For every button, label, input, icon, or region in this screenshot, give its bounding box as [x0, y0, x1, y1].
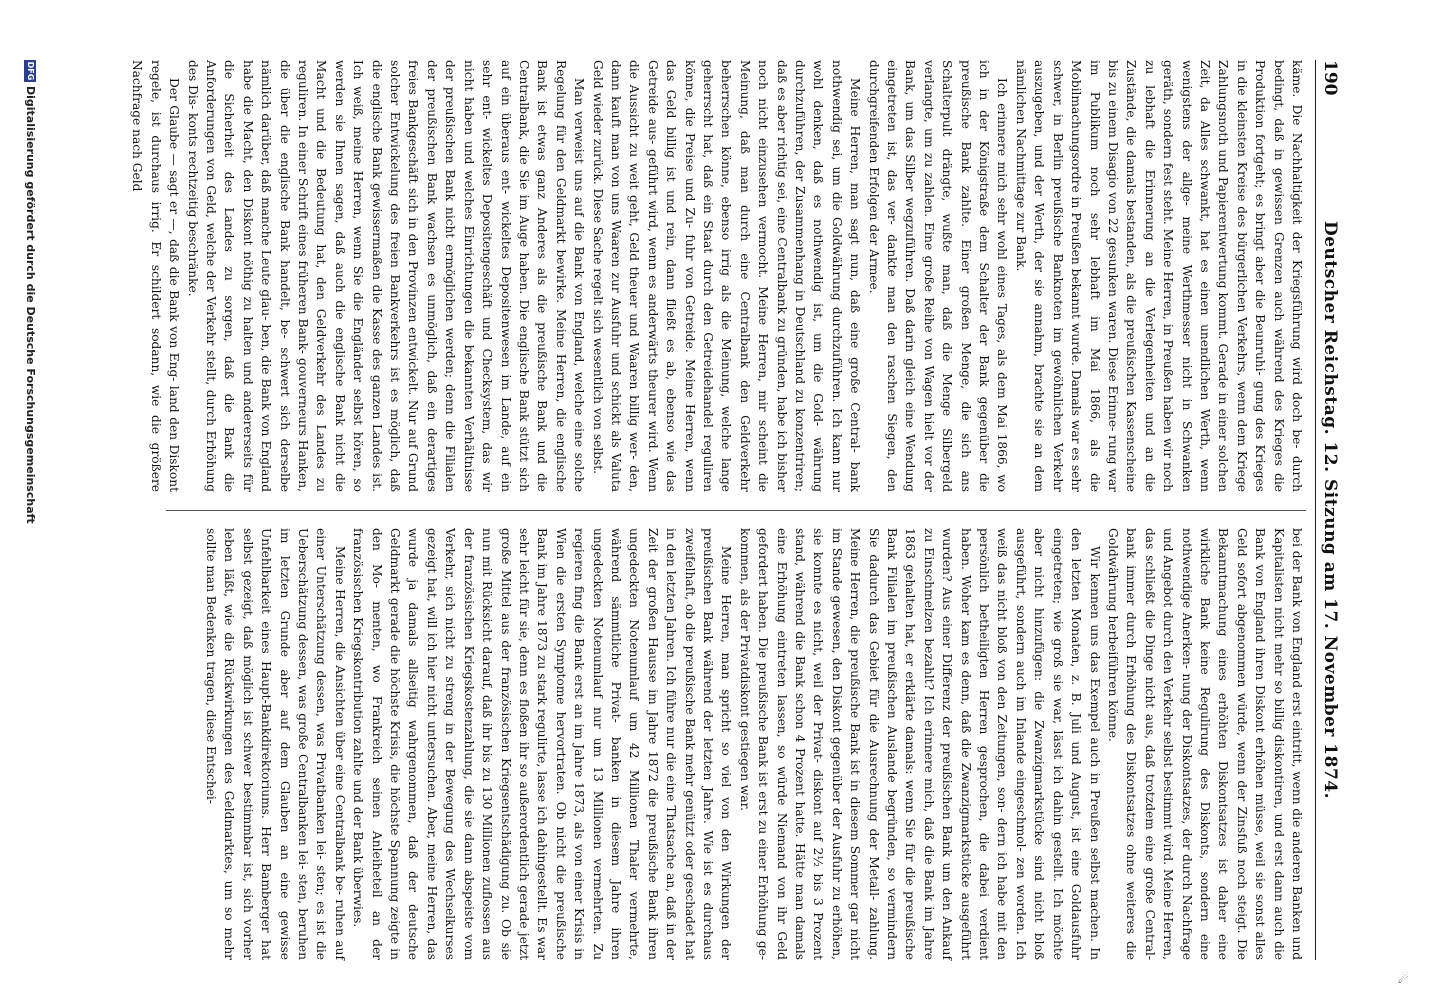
- paragraph: Meine Herren, man spricht so viel von den Wirkungen der preußischen Bank während der letzten Jahre. Wie ist es durchaus zweifelhaft, ob die preußische Bank mehr genützt oder geschadet hat in den letzten Jahren. Ich führe nur die eine Thatsache an, daß in der Zeit der großen Hausse im Jahre 1872 die preußische Bank ihren ungedeckten Notenumlauf um 42 Millionen Thaler vermehrte, während sämmtliche Privat- banken in diesem Jahre ihren ungedeckten Notenumlauf nur um 13 Millionen vermehrten. Zu regieren fing die Bank erst an im Jahre 1873, als von einer Krisis in Wien die ersten Symptome hervortraten. Ob nicht die preußische Bank im Jahre 1873 zu stark regulirte, lasse ich dahingestellt. Es war sehr leicht für sie, denn es floßen ihr so außerordentlich gerade jetzt große Mittel aus der französischen Kriegsentschädigung zu. Ob sie nun mit Rücksicht darauf, daß ihr bis zu 130 Millionen zuflossen aus der französischen Kriegskostenzahlung, die sie dann abspeiste vom Verkehr, sich nicht zu streng in der Bewegung des Wechselkurses gezeigt hat, will ich hier nicht untersuchen. Aber, meine Herren, das wurde ja damals allseitig wahrgenommen, daß der deutsche Geldmarkt gerade die höchste Krisis, die höchste Spannung zeigte in den Mo- menten, wo Frankreich seinen Anleiheteil an der französischen Kriegskontribution zahlte und der Bank überwies.: [351, 528, 734, 960]
- paragraph: Der Glaube — sagt er —, daß die Bank von Eng- land den Diskont regele, ist durchaus irrig. Er schildert sodann, wie die größere Nachfrage nach Geld: [130, 60, 182, 492]
- column-divider: [166, 510, 1306, 511]
- paragraph: Meine Herren, die Ansichten über eine Centralbank be- ruhen auf einer Unterschätzung dessen, was Privatbanken lei- sten; es ist die Ueberschätzung dessen, was große Centralbanken lei- sten, beruhen im letzten Grunde aber auf dem Glauben an eine gewisse Unfehlbarkeit eines Haupt-Bankdirektoriums. Herr Bamberger hat selbst gezeigt, daß möglich ist schwer bestimmbar ist, sich vorher leben läßt, wie die Rückwirkungen des Geldmarktes, um so mehr sollte man Bedenken tragen, diese Entschei-: [204, 528, 347, 960]
- scan-mark: ☄: [1398, 972, 1409, 986]
- page-number: 190: [1320, 60, 1340, 96]
- paragraph: käme. Die Nachhaltigkeit der Kriegsführung wird doch be- durch bedingt, daß in gewissen Grenzen auch während des Krieges die Produktion fortgeht; es bringt aber die Beunruhi- gung des Krieges in die kleinsten Kreise des bürgerlichen Verkehrs, wenn dem Kriege Zahlungsnoth und Papierentwertung kommt. Gerade in einer solchen Zeit, da Alles schwankt, hat es einen unendlichen Werth, wenn wenigstens der allge- meine Werthmesser nicht in Schwanken geräth, sondern fest steht. Meine Herren, in Preußen haben wir noch zu lebhaft die Erinnerung an die Verlegenheiten und an die Zustände, die damals bestanden, als die preußischen Kassenscheine bis zu einem Disagio von 22 gesunken waren. Diese Erinne- rung war im Publikum noch sehr lebhaft im Mai 1866, als die Mobilmachungsordre in Preußen bekannt wurde. Damals war es sehr schwer, in Berlin preußische Banknoten im gewöhnlichen Verkehr auszugeben, und der Werth, der sie annahm, brachte sie an dem nämlichen Nachmittage zur Bank.: [1013, 60, 1304, 492]
- digitization-footer: [24, 60, 37, 940]
- right-column: [166, 528, 1306, 960]
- paragraph: Ich erinnere mich sehr wohl eines Tages, als dem Mai 1866, wo ich in der Königstraße dem Schalter der Bank gegenüber die preußische Bank zahlte. Einer großen Menge, die sich ans Schalterpult drängte, wußte man, daß die Menge Silbergeld verlangte, um zu zahlen. Eine große Reihe von Wagen hielt vor der Bank, um das Silber wegzuführen. Daß darin gleich eine Wendung eingetreten ist, das ver- dankte man den raschen Siegen, den durchgreifenden Erfolgen der Armee.: [866, 60, 1010, 492]
- footer-text: Digitalisierung gefördert durch die Deutsche Forschungsgemeinschaft: [24, 86, 37, 524]
- left-column: [130, 60, 1306, 492]
- page-header: [1315, 60, 1342, 960]
- paragraph: bei der Bank von England erst eintritt, wenn die anderen Banken und Kapitalisten nicht mehr so billig diskontiren, und erst dann auch die Bank von England ihren Diskont erhöhen müsse, weil sie sonst alles Geld sofort abgenommen würde, wenn der Zinsfuß noch steigt. Die Bekanntmachung eines erhöhten Diskontsatzes ist daher eine wirkliche Bank keine Regulirung des Diskonts, sondern eine nothwendige Anerken- nung der Diskontsatzes, der durch Nachfrage und Angebot durch den Verkehr selbst bestimmt wird. Meine Herren, das schließt die Dinge nicht aus, daß trotzdem eine große Central- bank immer durch Erhöhung des Diskontsatzes ohne weiteres die Goldwährung herbeiführen könne.: [1105, 528, 1304, 960]
- dfg-logo: DFG: [26, 61, 35, 81]
- paragraph: Wir kennen uns das Exempel auch in Preußen selbst machen. In den letzten Monaten, z. B. Juli und August, ist eine Goldausfuhr eingetreten; wie groß sie war, lässt ich dahin gestellt. Ich möchte aber nicht hinzufügen: die Zwanzigmarkstücke sind nicht bloß ausgeführt, sondern auch im Inlande eingeschmol- zen worden. Ich weiß das nicht bloß von den Zeitungen, son- dern ich habe mit den persönlich betheiligten Herren gesprochen, die dabei verdient haben. Woher kam es denn, daß die Zwanzigmarkstücke ausgeführt wurden? Aus einer Differenz der preußischen Bank um den Ankauf zu Einschmelzen bezahlt? Ich erinnere mich, daß die Bank im Jahre 1863 gehalten hat, er erklärte damals: wenn Sie für die preußische Bank Filialen im preußischen Auslande begründen, so vermindern Sie dadurch das Gebiet für die Ausrechnung der Metall- zahlung. Meine Herren, die preußische Bank ist in diesem Sommer gar nicht im Stande gewesen, den Diskont gegenüber der Ausfuhr zu erhöhen, sie konnte es nicht, weil der Privat- diskont auf 2½ bis 3 Prozent stand, während die Bank schon 4 Prozent hatte. Hätte man damals eine Erhöhung eintreten lassen, so würde Niemand von ihr Geld gefordert haben. Die preußische Bank ist erst zu einer Erhöhung ge- kommen, als der Privatdiskont gestiegen war.: [737, 528, 1102, 960]
- page-title: Deutscher Reichstag. 12. Sitzung am 17. November 1874.: [1320, 220, 1340, 800]
- paragraph: Meine Herren, man sagt nun, daß eine große Central- bank nothwendig sei, um die Goldwährung durchzuführen. Ich kann nur wohl denken, daß es nothwendig ist, um die Gold- währung durchzuführen, der Zusammenhang in Deutschland zu konzentriren; daß es aber richtig sei, eine Centralbank zu gründen, habe ich bisher noch nicht einzusehen vermocht. Meine Herren, mir scheint die Meinung, daß man durch eine Centralbank den Geldverkehr beherrschen könne, ebenso irrig als die Meinung, welche lange geherrscht hat, daß ein Staat durch den Getreidehandel reguliren könne, die Preise und Zu- fuhr von Getreide. Meine Herren, wenn das Geld billig ist und rein, dann fließt es ab, ebenso wie das Getreide aus- geführt wird, wenn es anderwärts theurer wird. Wenn die Aussicht zu weit geht, Geld theuer und Waaren billig wer- den, dann kauft man von uns Waaren zur Ausfuhr und schickt als Valuta Geld wieder zurück. Diese Sache regelt sich wesentlich von selbst.: [590, 60, 863, 492]
- paragraph: Man verweist uns auf die Bank von England, welche eine solche Regelung für den Geldmarkt bewirke. Meine Herren, die englische Bank ist etwas ganz Anderes als die preußische Bank und die Centralbank, die Sie im Auge haben. Die englische Bank stützt sich auf ein überaus ent- wickeltes Depositenwesen im Lande, auf ein sehr ent- wickeltes Depositengeschäft und Checksystem, das wir nicht haben und welches Einrichtungen die bekannten Verhältnisse der preußischen Bank nicht ermöglichen werden; denn die Filialen der preußischen Bank wachsen es unmöglich, daß ein derartiges freies Bankgeschäft sich in den Provinzen entwickelt. Nur auf Grund solcher Entwickelung des freien Bankverkehrs ist es möglich, daß die englische Bank gewissermaßen die Kasse des ganzen Landes ist. Ich weiß, meine Herren, wenn Sie die Engländer selbst hören, so werden sie Ihnen sagen, daß auch die englische Bank nicht die Macht und die Bedeutung hat, den Geldverkehr des Landes zu reguliren. In einer Schrift eines früheren Bank- gouverneurs Hanken, die über die englische Bank handelt, be- schwert sich derselbe nämlich darüber, daß manche Leute glau- ben, die Bank von England habe die Macht, den Diskont nöthig zu halten und andererseits für die Sicherheit des Landes zu sorgen, daß die Bank die Anforderungen von Geld, welche der Verkehr stellt, durch Erhöhung des Dis- konts rechtzeitig beschränke.: [185, 60, 587, 492]
